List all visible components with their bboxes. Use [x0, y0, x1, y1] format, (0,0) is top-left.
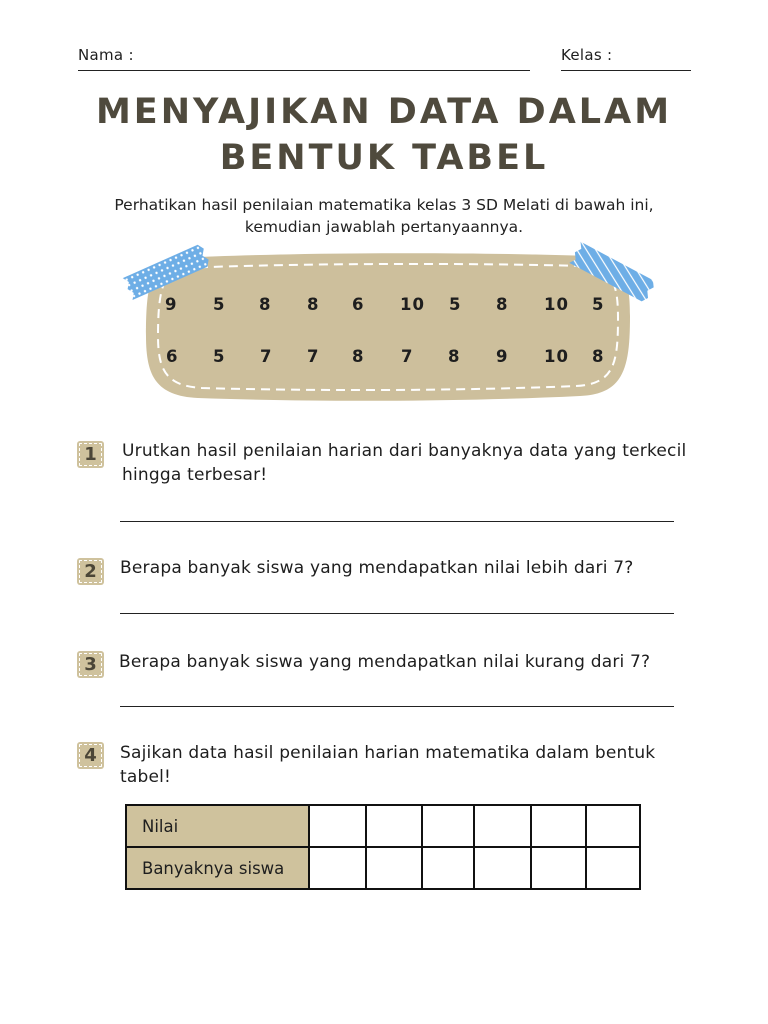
table-cell[interactable]	[309, 805, 366, 847]
answer-table	[125, 804, 641, 890]
table-cell[interactable]	[309, 847, 366, 889]
score-value: 8	[496, 295, 509, 314]
score-value: 7	[260, 347, 273, 366]
table-row-label: Nilai	[126, 805, 309, 847]
question-4-text-line2: tabel!	[120, 767, 172, 787]
board-shape	[146, 253, 630, 401]
table-cell[interactable]	[422, 847, 474, 889]
table-row-label: Banyaknya siswa	[126, 847, 309, 889]
score-value: 10	[544, 347, 569, 366]
table-cell[interactable]	[366, 805, 422, 847]
score-value: 8	[352, 347, 365, 366]
question-number-badge: 4	[77, 742, 104, 769]
table-cell[interactable]	[586, 847, 640, 889]
score-value: 5	[592, 295, 605, 314]
answer-line-3[interactable]	[120, 706, 674, 707]
question-4-text-line1: Sajikan data hasil penilaian harian matematika dalam bentuk	[120, 743, 656, 763]
page-title-line2: BENTUK TABEL	[219, 138, 549, 178]
question-2-text: Berapa banyak siswa yang mendapatkan nilai lebih dari 7?	[120, 558, 634, 578]
score-value: 10	[544, 295, 569, 314]
score-board	[118, 236, 658, 408]
score-value: 7	[307, 347, 320, 366]
class-label: Kelas :	[561, 46, 613, 64]
score-value: 5	[213, 347, 226, 366]
score-value: 8	[259, 295, 272, 314]
question-number-badge: 3	[77, 651, 104, 678]
table-cell[interactable]	[422, 805, 474, 847]
question-1-text-line1: Urutkan hasil penilaian harian dari banyaknya data yang terkecil	[122, 441, 687, 461]
score-value: 5	[449, 295, 462, 314]
name-label: Nama :	[78, 46, 134, 64]
score-value: 8	[448, 347, 461, 366]
page-title-line1: MENYAJIKAN DATA DALAM	[95, 92, 673, 132]
question-number-badge: 1	[77, 441, 104, 468]
score-value: 6	[352, 295, 365, 314]
score-value: 8	[307, 295, 320, 314]
score-value: 7	[401, 347, 414, 366]
table-cell[interactable]	[366, 847, 422, 889]
score-value: 6	[166, 347, 179, 366]
table-cell[interactable]	[474, 847, 531, 889]
table-row	[126, 847, 640, 889]
table-cell[interactable]	[586, 805, 640, 847]
intro-line2: kemudian jawablah pertanyaannya.	[244, 218, 524, 236]
class-line[interactable]	[561, 70, 691, 71]
score-value: 8	[592, 347, 605, 366]
question-1-text-line2: hingga terbesar!	[122, 465, 268, 485]
question-3-text: Berapa banyak siswa yang mendapatkan nilai kurang dari 7?	[119, 652, 651, 672]
table-cell[interactable]	[474, 805, 531, 847]
intro-line1: Perhatikan hasil penilaian matematika kelas 3 SD Melati di bawah ini,	[114, 196, 654, 214]
table-row	[126, 805, 640, 847]
name-line[interactable]	[78, 70, 530, 71]
table-cell[interactable]	[531, 805, 586, 847]
score-value: 9	[165, 295, 178, 314]
answer-line-1[interactable]	[120, 521, 674, 522]
score-value: 5	[213, 295, 226, 314]
table-cell[interactable]	[531, 847, 586, 889]
answer-line-2[interactable]	[120, 613, 674, 614]
score-value: 9	[496, 347, 509, 366]
question-number-badge: 2	[77, 558, 104, 585]
score-value: 10	[400, 295, 425, 314]
